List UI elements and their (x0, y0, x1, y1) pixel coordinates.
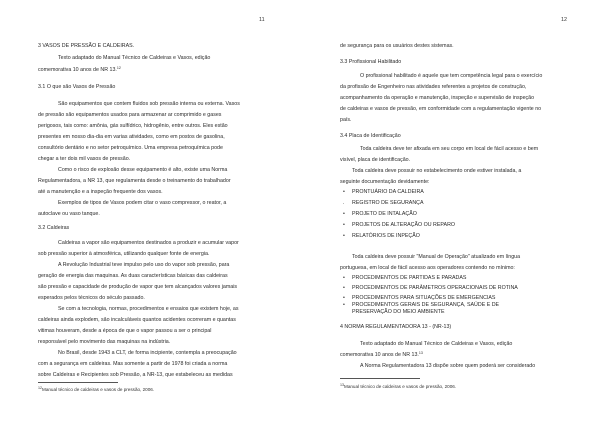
paragraph-line: Regulamentadora, a NR 13, que regulamenta desde o treinamento do trabalhador (38, 178, 231, 184)
paragraph-line: Toda caldeira deve possuir no estabelecimento onde estiver instalada, a (352, 168, 522, 174)
bullet-icon: • (343, 211, 345, 217)
paragraph-line: No Brasil, desde 1943 a CLT, de forma incipiente, contempla a preocupação (58, 350, 237, 356)
list-item-continuation: PRESERVAÇÃO DO MEIO AMBIENTE (352, 309, 445, 315)
paragraph-line: Texto adaptado do Manual Técnico de Caldeiras e Vasos, edição (360, 341, 513, 347)
bullet-icon: • (343, 189, 345, 195)
paragraph-line: São equipamentos que contem fluidos sob pressão interna ou externa. Vasos (58, 101, 240, 107)
paragraph-line: de pressão são equipamentos usados para armazenar ar comprimido e gases (38, 112, 222, 118)
paragraph-line: Como o risco de explosão desse equipamento é alto, existe uma Norma (58, 167, 228, 173)
footnote-divider (340, 378, 420, 379)
subsection-heading: 3.4 Placa de Identificação (340, 133, 401, 139)
paragraph-line: de caldeiras e vasos de pressão, em conformidade com a regulamentação vigente no (340, 106, 542, 112)
list-item: • PROJETOS DE ALTERAÇÃO OU REPARO (343, 222, 456, 228)
paragraph-line: A Norma Regulamentadora 13 dispõe sobre quem poderá ser considerado (360, 363, 536, 369)
bullet-icon: • (343, 285, 345, 291)
paragraph-line: acompanhamento da operação e manutenção, inspeção e supervisão de inspeção (340, 95, 535, 101)
footnote: $^{12}$Manual técnico de caldeiras e vasos de pressão, 2006. (38, 386, 155, 392)
list-item: . REGISTRO DE SEGURANÇA (343, 200, 424, 206)
paragraph-line: vitimas houveram, desde a época de que o vapor passou a ser o principal (38, 328, 212, 334)
paragraph-line: consultório dentário e no setor petroquímico. Uma empresa petroquímica pode (38, 145, 223, 151)
paragraph-line: esperados pelos técnicos do século passado. (38, 295, 145, 301)
bullet-icon: • (343, 302, 345, 308)
section-heading: 4 NORMA REGULAMENTADORA 13 - (NR-13) (340, 324, 452, 330)
paragraph-line: O profissional habilitado é aquele que tem competência legal para o exercício (360, 73, 543, 79)
paragraph-line: são pressão e capacidade de produção de vapor que tem alcançados valores jamais (38, 284, 238, 290)
subsection-heading: 3.2 Caldeiras (38, 225, 70, 231)
bullet-icon: . (343, 200, 345, 206)
paragraph-line: A Revolução Industrial teve impulso pelo uso do vapor sob pressão, para (58, 262, 230, 268)
paragraph-line: perigosos, tais como: amônia, gás sulfídrico, hidrogênio, entre outros. Eles estão (38, 123, 228, 129)
footnote: $^{13}$Manual técnico de caldeiras e vasos de pressão, 2006. (340, 383, 457, 389)
subsection-heading: 3.3 Profissional Habilitado (340, 59, 402, 65)
paragraph-line: Exemplos de tipos de Vasos podem citar o vaso compressor, o reator, a (58, 200, 227, 206)
paragraph-line: sob pressão superior à atmosférica, utilizando qualquer fonte de energia. (38, 251, 210, 257)
subsection-heading: 3.1 O que são Vasos de Pressão (38, 84, 116, 90)
paragraph-line: com a segurança em caldeiras. Mas somente a partir de 1978 foi criada a norma (38, 361, 228, 367)
list-item: • PRONTUÁRIO DA CALDEIRA (343, 189, 424, 195)
paragraph-line: até a manutenção e a inspeção frequente dos vasos. (38, 189, 163, 195)
bullet-icon: • (343, 233, 345, 239)
paragraph-line: país. (340, 117, 352, 123)
bullet-icon: • (343, 275, 345, 281)
paragraph-line: caldeiras ainda explodem, são incalculáveis quantos acidentes ocorreram e quantas (38, 317, 236, 323)
paragraph-line: seguinte documentação devidamente: (340, 179, 430, 185)
paragraph-line: de segurança para os usuários destes sistemas. (340, 43, 454, 49)
page-number: 11 (259, 17, 265, 23)
paragraph-line: comemorativa 10 anos de NR 13.12 (38, 66, 121, 73)
paragraph-line: autoclave ou vaso tanque. (38, 211, 100, 217)
paragraph-line: Caldeiras a vapor são equipamentos destinados a produzir e acumular vapor (58, 240, 239, 246)
footnote-ref: 13 (418, 351, 423, 355)
bullet-icon: • (343, 295, 345, 301)
list-item: • PROJETO DE INTALAÇÃO (343, 211, 417, 217)
footnote-ref: 12 (116, 66, 121, 70)
list-item: • RELATÓRIOS DE INPEÇÃO (343, 233, 420, 239)
paragraph-line: Toda caldeira deve possuir "Manual de Operação" atualizado em língua (352, 254, 521, 260)
paragraph-line: portuguesa, em local de fácil acesso aos operadores contendo no mínimo: (340, 265, 515, 271)
list-item: • PROCEDIMENTOS DE PARTIDAS E PARADAS (343, 275, 467, 281)
list-item: • PROCEDIMENTOS GERAIS DE SEGURANÇA, SAÚDE E DE (343, 302, 500, 308)
page-number: 12 (561, 17, 567, 23)
paragraph-line: geração de energia das maquinas. As duas características básicas das caldeiras (38, 273, 228, 279)
paragraph-line: da profissão de Engenheiro nas atividades referentes a projetos de construção, (340, 84, 527, 90)
paragraph-line: chegar a ter dois mil vasos de pressão. (38, 156, 131, 162)
list-item: • PROCEDIMENTOS PARA SITUAÇÕES DE EMERGENCIAS (343, 295, 496, 301)
bullet-icon: • (343, 222, 345, 228)
paragraph-line: sobre Caldeiras e Recipientes sob Pressão, a NR-13, que estabeleceu as medidas (38, 372, 233, 378)
paragraph-line: visível, placa de identificação. (340, 157, 411, 163)
section-heading: 3 VASOS DE PRESSÃO E CALDEIRAS. (38, 43, 135, 49)
paragraph-line: responsável pelo movimento das maquinas na indústria. (38, 339, 171, 345)
paragraph-line: presentes em nosso dia-dia em varias atividades, como em postos de gasolina, (38, 134, 225, 140)
paragraph-line: Texto adaptado do Manual Técnico de Caldeiras e Vasos, edição (58, 55, 211, 61)
paragraph-line: Se com a tecnologia, normas, procedimentos e ensaios que existem hoje, as (58, 306, 239, 312)
list-item: • PROCEDIMENTOS DE PARÂMETROS OPERACIONAIS DE ROTINA (343, 285, 518, 291)
paragraph-line: comemorativa 10 anos de NR 13.13 (340, 351, 423, 358)
paragraph-line: Toda caldeira deve ter afixada em seu corpo em local de fácil acesso e bem (360, 146, 539, 152)
